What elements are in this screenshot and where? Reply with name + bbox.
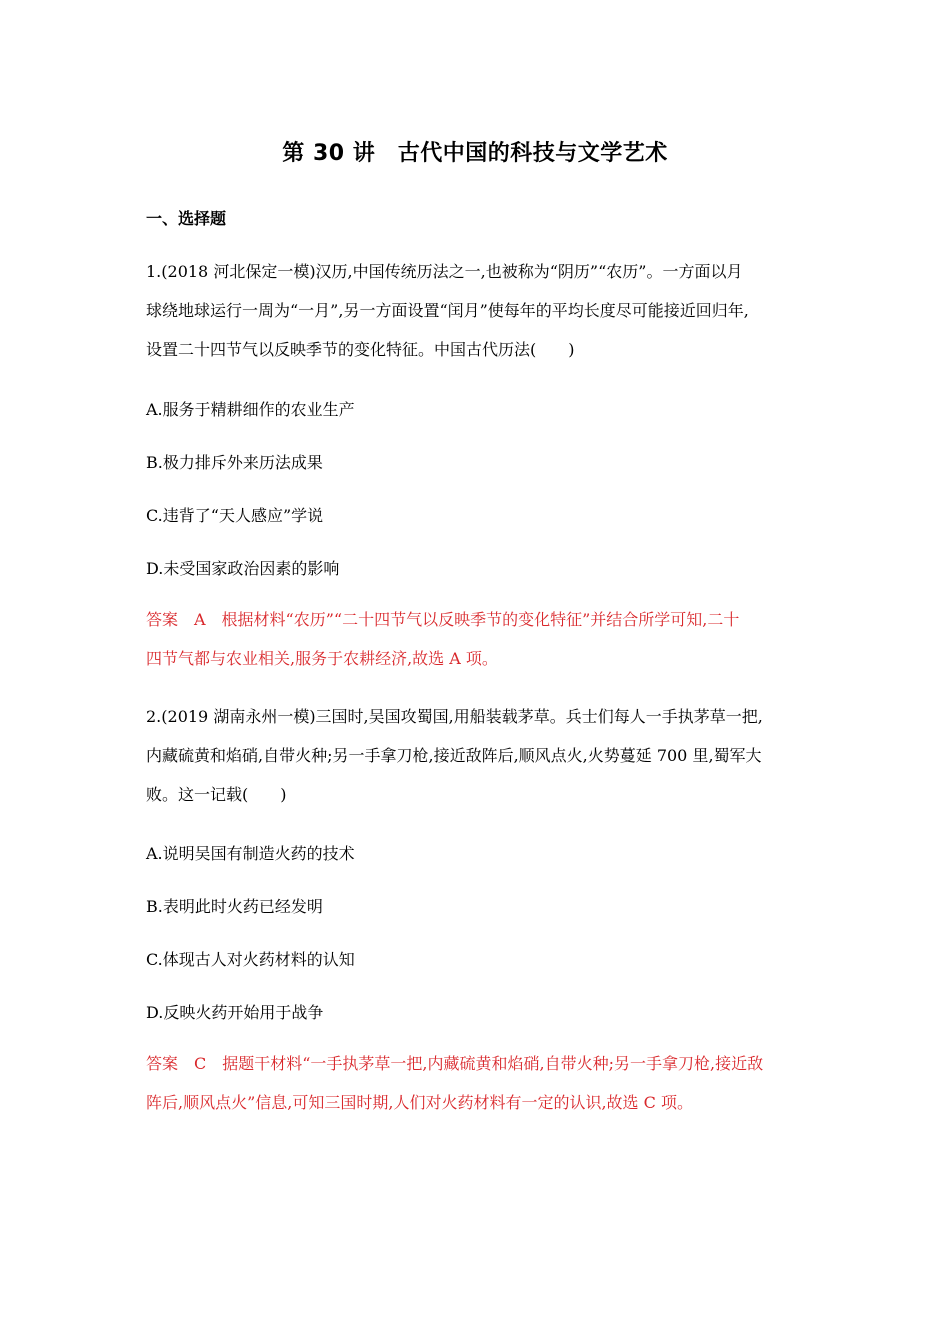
question-2-answer-line: 答案 C 据题干材料“一手执茅草一把,内藏硫黄和焰硝,自带火种;另一手拿刀枪,接近敌 (146, 1054, 764, 1073)
question-1-answer (146, 600, 806, 678)
page-title: 第 30 讲 古代中国的科技与文学艺术 (282, 141, 668, 166)
question-1-stem-line: 球绕地球运行一周为“一月”,另一方面设置“闰月”使每年的平均长度尽可能接近回归年, (146, 301, 749, 320)
question-1-option-d: D.未受国家政治因素的影响 (146, 559, 340, 578)
question-1-answer-line: 答案 A 根据材料“农历”“二十四节气以反映季节的变化特征”并结合所学可知,二十 (146, 610, 740, 629)
question-1-stem-line: 设置二十四节气以反映季节的变化特征。中国古代历法( ) (146, 340, 575, 359)
question-2-option-d: D.反映火药开始用于战争 (146, 1003, 324, 1022)
question-2-stem-line: 2.(2019 湖南永州一模)三国时,吴国攻蜀国,用船装载茅草。兵士们每人一手执茅草一把, (146, 707, 763, 726)
question-1-option-c: C.违背了“天人感应”学说 (146, 506, 324, 525)
question-2-stem-line: 败。这一记载( ) (146, 785, 287, 804)
question-1-option-a: A.服务于精耕细作的农业生产 (146, 400, 355, 419)
question-2-option-a: A.说明吴国有制造火药的技术 (146, 844, 355, 863)
question-2-option-b: B.表明此时火药已经发明 (146, 897, 323, 916)
question-2-stem (146, 697, 806, 814)
question-1-answer-line: 四节气都与农业相关,服务于农耕经济,故选 A 项。 (146, 649, 498, 668)
question-2-option-c: C.体现古人对火药材料的认知 (146, 950, 355, 969)
question-1-option-b: B.极力排斥外来历法成果 (146, 453, 323, 472)
question-2-answer (146, 1044, 806, 1122)
question-2-stem-line: 内藏硫黄和焰硝,自带火种;另一手拿刀枪,接近敌阵后,顺风点火,火势蔓延 700 里,蜀军大 (146, 746, 762, 765)
section-heading: 一、选择题 (146, 209, 227, 228)
question-1-stem (146, 252, 806, 369)
question-2-answer-line: 阵后,顺风点火”信息,可知三国时期,人们对火药材料有一定的认识,故选 C 项。 (146, 1093, 693, 1112)
question-1-stem-line: 1.(2018 河北保定一模)汉历,中国传统历法之一,也被称为“阴历”“农历”。一方面以月 (146, 262, 743, 281)
